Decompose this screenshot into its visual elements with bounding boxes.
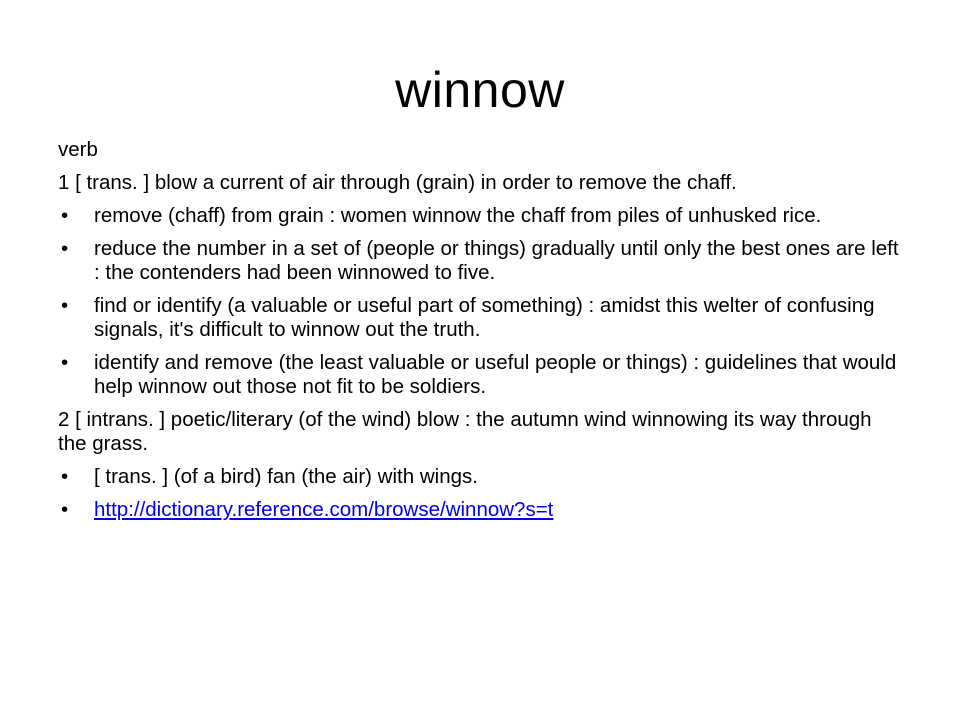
reference-link[interactable]: http://dictionary.reference.com/browse/winnow?s=t: [94, 498, 554, 521]
list-item: [58, 351, 903, 399]
list-item-text: find or identify (a valuable or useful part of something) : amidst this welter of confusing signals, it's difficult to winnow out the truth.: [94, 294, 875, 341]
list-item: [58, 465, 903, 489]
sense-1: 1 [ trans. ] blow a current of air through (grain) in order to remove the chaff.: [58, 171, 737, 194]
bullet-icon: •: [61, 498, 69, 521]
sense-2: 2 [ intrans. ] poetic/literary (of the wind) blow : the autumn wind winnowing its way through the grass.: [58, 408, 872, 455]
bullet-icon: •: [61, 294, 69, 317]
list-item-text: reduce the number in a set of (people or things) gradually until only the best ones are left : the contenders had been winnowed to five.: [94, 237, 899, 284]
list-item-text: remove (chaff) from grain : women winnow the chaff from piles of unhusked rice.: [94, 204, 822, 227]
list-item: [58, 294, 903, 342]
bullet-icon: •: [61, 465, 69, 488]
bullet-icon: •: [61, 237, 69, 260]
list-item: [58, 204, 903, 228]
list-item-link: [58, 498, 903, 522]
list-item-text: identify and remove (the least valuable or useful people or things) : guidelines that would help winnow out those not fit to be soldiers.: [94, 351, 897, 398]
part-of-speech: verb: [58, 138, 98, 161]
slide-title: winnow: [395, 62, 565, 118]
list-item: [58, 237, 903, 285]
slide-content: [58, 138, 903, 531]
bullet-icon: •: [61, 204, 69, 227]
list-item-text: [ trans. ] (of a bird) fan (the air) with wings.: [94, 465, 478, 488]
bullet-icon: •: [61, 351, 69, 374]
